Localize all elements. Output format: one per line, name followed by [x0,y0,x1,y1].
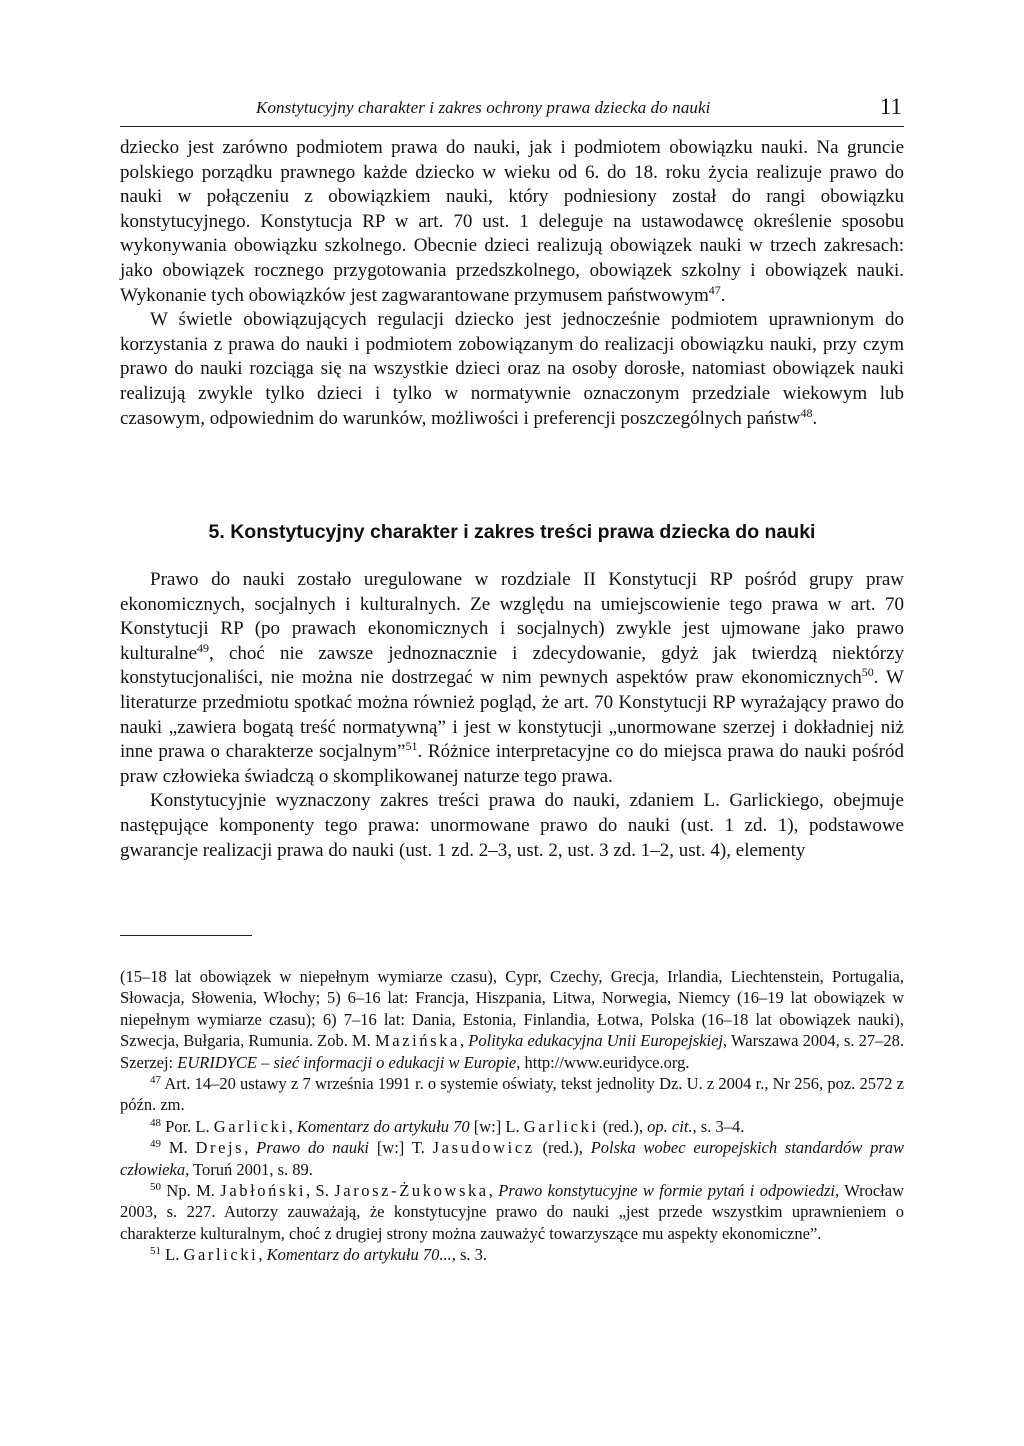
footnote-title: Polityka edukacyjna Unii Europejskiej [468,1031,724,1051]
footnote-text: [w:] T. [368,1138,433,1158]
footnote-title: Prawo konstytucyjne w formie pytań i odpowiedzi [498,1181,835,1201]
footnote-text: , s. 3–4. [692,1116,745,1136]
footnote-49 [120,1137,904,1180]
footnote-text: , S. [306,1181,335,1201]
footnote-separator [120,935,252,936]
footnote-47 [120,1073,904,1116]
main-text-top [120,136,904,431]
paragraph-text: W świetle obowiązujących regulacji dziecko jest jednocześnie podmiotem uprawnionym do korzystania z prawa do nauki i podmiotem zobowiązanym do realizacji obowiązku nauki, przy czym prawo do nauki rozciąga się na wszystkie dzieci oraz na osoby dorosłe, natomiast obowiązek nauki realizują zwykle tylko dzieci i tylko w normatywnie oznaczonym przedziale wiekowym lub czasowym, odpowiednim do warunków, możliwości i preferencji poszczególnych państw [120,309,904,429]
footnote-author: Garlicki [183,1245,259,1265]
page-number: 11 [879,94,902,119]
footnote-number: 47 [150,1074,161,1087]
footnote-text: , [258,1245,267,1265]
paragraph-text: . Różnice interpretacyjne co do miejsca prawa do nauki pośród praw człowieka świadczą o skomplikowanej naturze tego prawa. [120,741,904,787]
footnote-author: Garlicki [213,1116,289,1136]
footnote-48 [120,1116,904,1137]
footnote-text: , Wrocław 2003, s. 227. Autorzy zauważają, że konstytucyjne prawo do nauki „jest przede wszystkim uprawnieniem o charakterze kulturalnym, choć z drugiej strony można zauważyć towarzyszące mu aspekty ekonomiczne”. [120,1181,905,1243]
footnote-text: Por. L. [161,1116,214,1136]
footnote-text: Np. M. [161,1181,221,1201]
footnote-author: Jasudowicz [432,1138,535,1158]
footnote-text: M. [161,1138,196,1158]
footnote-text: , Warszawa 2004, s. 27–28. Szerzej: [120,1031,904,1072]
footnote-text: (red.), [598,1116,648,1136]
paragraph-text: Prawo do nauki zostało uregulowane w rozdziale II Konstytucji RP pośród grupy praw ekonomicznych, socjalnych i kulturalnych. Ze względu na umiejscowienie tego prawa w art. 70 Konstytucji RP (po prawach ekonomicznych i socjalnych) zwykle jest ujmowane jako prawo kulturalne [120,569,904,664]
footnote-number: 51 [150,1245,161,1258]
paragraph-2 [120,308,904,431]
footnote-ref-50: 50 [861,665,874,680]
paragraph-text: . [812,407,818,429]
footnote-text: , [244,1138,257,1158]
footnote-51 [120,1244,904,1265]
footnote-text: L. [161,1245,184,1265]
main-text-bottom [120,568,904,863]
footnote-text: , Toruń 2001, s. 89. [185,1159,313,1179]
running-header [120,94,904,127]
footnote-title: EURIDYCE – sieć informacji o edukacji w Europie [177,1052,517,1072]
footnotes [120,966,904,1266]
footnote-ref-49: 49 [197,640,210,655]
footnote-author: Jarosz-Żukowska [334,1181,489,1201]
paragraph-1 [120,136,904,308]
paragraph-text: dziecko jest zarówno podmiotem prawa do nauki, jak i podmiotem obowiązku nauki. Na gruncie polskiego porządku prawnego każde dziecko w wieku od 6. do 18. roku życia realizuje prawo do nauki w połączeniu z obowiązkiem nauki, który podniesiony został do rangi obowiązku konstytucyjnego. Konstytucja RP w art. 70 ust. 1 deleguje na ustawodawcę określenie sposobu wykonywania obowiązku szkolnego. Obecnie dzieci realizują obowiązek nauki w trzech zakresach: jako obowiązek rocznego przygotowania przedszkolnego, obowiązek szkolny i obowiązek nauki. Wykonanie tych obowiązków jest zagwarantowane przymusem państwowym [120,137,904,306]
footnote-title: Polska wobec europejskich standardów praw człowieka [120,1138,904,1179]
footnote-number: 50 [150,1181,161,1194]
footnote-50 [120,1180,904,1244]
footnote-author: Drejs [195,1138,245,1158]
footnote-text: , s. 3. [451,1245,488,1265]
footnote-title: Komentarz do artykułu 70 [296,1116,470,1136]
footnote-title: Prawo do nauki [256,1138,369,1158]
footnote-title: Komentarz do artykułu 70... [266,1245,452,1265]
footnote-author: Mazińska [375,1031,460,1051]
paragraph-text: Konstytucyjnie wyznaczony zakres treści prawa do nauki, zdaniem L. Garlickiego, obejmuje następujące komponenty tego prawa: unormowane prawo do nauki (ust. 1 zd. 1), podstawowe gwarancje realizacji prawa do nauki (ust. 1 zd. 2–3, ust. 2, ust. 3 zd. 1–2, ust. 4), elementy [120,790,904,861]
footnote-continued [120,966,904,1073]
footnote-ref-51: 51 [405,739,418,754]
paragraph-text: . W literaturze przedmiotu spotkać można również pogląd, że art. 70 Konstytucji RP wyrażający prawo do nauki „zawiera bogatą treść normatywną” i jest w konstytucji „unormowane szerzej i dokładniej niż inne prawa o charakterze socjalnym” [120,667,904,763]
footnote-author: Jabłoński [220,1181,307,1201]
paragraph-text: , choć nie zawsze jednoznacznie i zdecydowanie, gdyż jak twierdzą niektórzy konstytucjonaliści, nie można nie dostrzegać w nim pewnych aspektów praw ekonomicznych [120,642,904,689]
footnote-text: , [459,1031,469,1051]
footnote-text: , [288,1116,297,1136]
running-title: Konstytucyjny charakter i zakres ochrony prawa dziecka do nauki [256,98,711,117]
footnote-ref-48: 48 [800,405,813,420]
paragraph-4 [120,789,904,863]
footnote-number: 49 [150,1138,161,1151]
footnote-number: 48 [150,1116,161,1129]
footnote-text: [w:] L. [469,1116,524,1136]
footnote-text: (red.), [534,1138,591,1158]
footnote-text: (15–18 lat obowiązek w niepełnym wymiarze czasu), Cypr, Czechy, Grecja, Irlandia, Liechtenstein, Portugalia, Słowacja, Słowenia, Włochy; 5) 6–16 lat: Francja, Hiszpania, Litwa, Norwegia, Niemcy (16–19 lat obowiązek w niepełnym wymiarze czasu); 6) 7–16 lat: Dania, Estonia, Finlandia, Łotwa, Polska (16–18 lat obowiązek nauki), Szwecja, Bułgaria, Rumunia. Zob. M. [120,967,904,1051]
footnote-author: Garlicki [523,1116,599,1136]
paragraph-text: . [720,284,726,306]
footnote-title: op. cit. [647,1116,693,1136]
section-heading: 5. Konstytucyjny charakter i zakres treści prawa dziecka do nauki [208,521,816,543]
paragraph-3 [120,568,904,789]
footnote-ref-47: 47 [708,282,721,297]
footnote-text: Art. 14–20 ustawy z 7 września 1991 r. o systemie oświaty, tekst jednolity Dz. U. z 2004 r., Nr 256, poz. 2572 z późn. zm. [120,1074,904,1115]
footnote-text: , http://www.euridyce.org. [516,1052,690,1072]
footnote-text: , [488,1181,499,1201]
